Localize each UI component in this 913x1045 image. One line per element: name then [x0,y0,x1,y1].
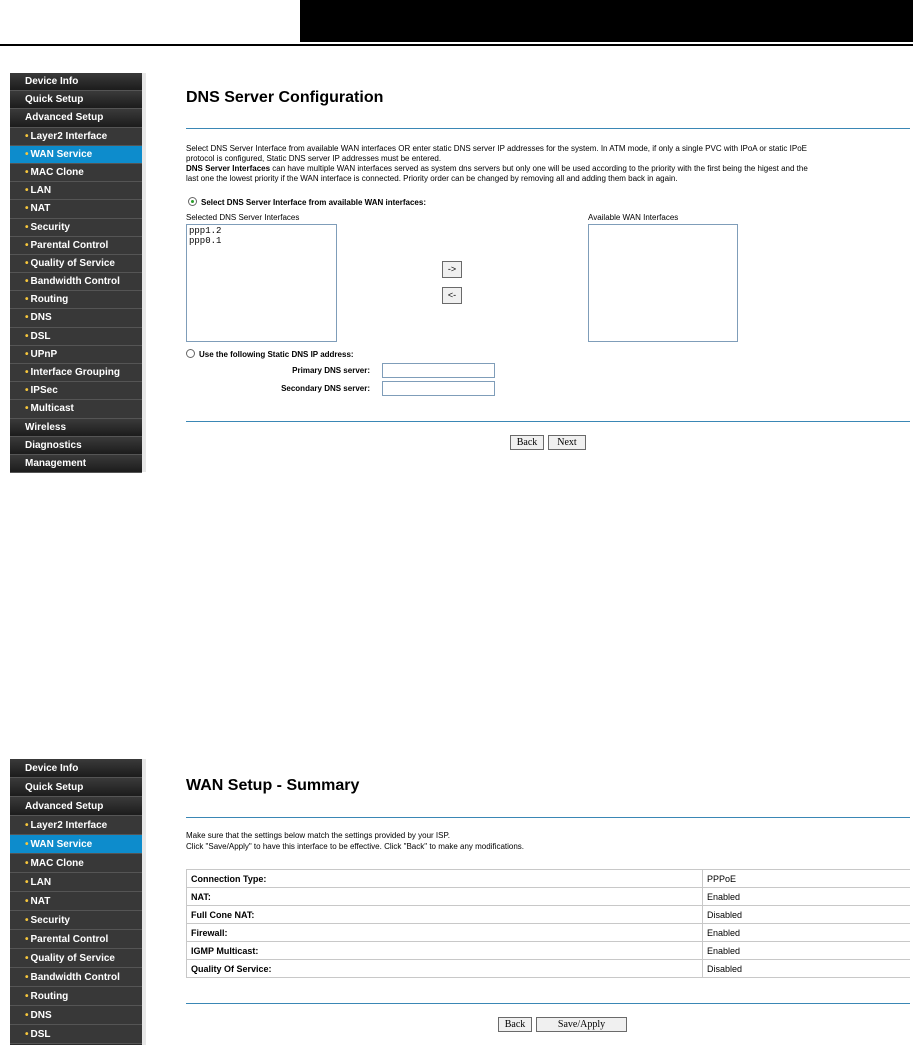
sidebar-item-multicast[interactable] [10,400,142,418]
summary-key: Full Cone NAT: [187,906,703,924]
bullet-icon: • [25,348,29,360]
bullet-icon: • [25,185,29,197]
bullet-icon: • [25,403,29,415]
sidebar-item-bandwidth-control[interactable] [10,968,142,987]
description-bold: DNS Server Interfaces [186,164,271,173]
sidebar-item-label: Interface Grouping [30,367,120,378]
title-divider [186,128,910,129]
radio-static-dns[interactable] [186,349,195,358]
dns-description [186,144,902,184]
sidebar-menu [10,759,142,1045]
description-line: Select DNS Server Interface from available WAN interfaces OR enter static DNS server IP addresses for the system. In ATM mode, if only a single PVC with IPoA or static IPoE [186,144,807,153]
summary-instruction-2: Click "Save/Apply" to have this interface to be effective. Click "Back" to make any modifications. [186,842,525,851]
radio-interface-selected[interactable] [188,197,197,206]
sidebar-item-lan[interactable] [10,182,142,200]
next-button[interactable]: Next [548,435,586,450]
summary-key: Firewall: [187,924,703,942]
sidebar-item-label: NAT [30,203,51,215]
sidebar-item-nat[interactable] [10,200,142,218]
bullet-icon: • [25,257,29,269]
sidebar-item-mac-clone[interactable] [10,854,142,873]
sidebar-item-ipsec[interactable] [10,382,142,400]
bullet-icon: • [25,312,29,324]
summary-key: IGMP Multicast: [187,942,703,960]
bullet-icon: • [25,972,29,983]
sidebar-item-label: WAN Service [30,839,93,850]
sidebar-item-label: Routing [30,991,69,1002]
table-row [187,888,911,906]
sidebar-item-wireless[interactable] [10,419,142,437]
sidebar-item-layer2-interface[interactable] [10,816,142,835]
selected-interfaces-label: Selected DNS Server Interfaces [186,213,300,222]
listbox-option[interactable]: ppp1.2 [189,226,222,236]
summary-value: Disabled [703,960,911,978]
sidebar-item-dns[interactable] [10,1006,142,1025]
bullet-icon: • [25,367,29,378]
bullet-icon: • [25,915,29,926]
sidebar-item-advanced-setup[interactable] [10,797,142,816]
bullet-icon: • [25,839,29,850]
sidebar-item-label: Security [30,915,70,926]
sidebar-item-security[interactable] [10,219,142,237]
page-title: WAN Setup - Summary [186,777,360,794]
sidebar-item-label: Advanced Setup [25,112,104,124]
description-line: can have multiple WAN interfaces served as system dns servers but only one will be used according to the priority with the first being the higest and the [270,164,808,173]
sidebar-item-label: Routing [30,294,69,306]
sidebar-item-label: DSL [30,1029,51,1040]
sidebar-item-bandwidth-control[interactable] [10,273,142,291]
radio-interface-label: Select DNS Server Interface from available WAN interfaces: [201,198,426,207]
sidebar-item-label: Device Info [25,76,79,87]
sidebar-item-label: Bandwidth Control [30,972,120,983]
sidebar-item-wan-service[interactable] [10,146,142,164]
sidebar-item-label: MAC Clone [30,858,84,869]
back-button[interactable]: Back [510,435,544,450]
sidebar-item-routing[interactable] [10,291,142,309]
sidebar-item-management[interactable] [10,455,142,473]
bullet-icon: • [25,203,29,215]
sidebar-item-label: Wireless [25,421,67,433]
page-title: DNS Server Configuration [186,89,384,106]
sidebar-menu [10,73,142,472]
sidebar-item-label: UPnP [30,348,58,360]
bullet-icon: • [25,1029,29,1040]
move-left-button[interactable]: <- [442,287,462,304]
sidebar-item-quality-of-service[interactable] [10,949,142,968]
table-row [187,870,911,888]
sidebar-item-interface-grouping[interactable] [10,364,142,382]
sidebar-item-label: MAC Clone [30,166,84,178]
summary-value: Enabled [703,924,911,942]
sidebar-item-label: Quick Setup [25,94,84,106]
sidebar-item-lan[interactable] [10,873,142,892]
sidebar-item-label: Quality of Service [30,257,115,269]
bullet-icon: • [25,294,29,306]
wan-summary-panel [142,759,910,1045]
sidebar-item-security[interactable] [10,911,142,930]
sidebar-item-diagnostics[interactable] [10,437,142,455]
title-divider [186,817,910,818]
sidebar-item-label: DSL [30,330,51,342]
sidebar-item-label: Diagnostics [25,439,82,451]
sidebar-item-label: DNS [30,312,52,324]
bullet-icon: • [25,130,29,142]
sidebar-item-label: Layer2 Interface [30,130,108,142]
move-right-button[interactable]: -> [442,261,462,278]
table-row [187,960,911,978]
summary-table [186,869,910,978]
save-apply-button[interactable]: Save/Apply [536,1017,627,1032]
radio-static-label: Use the following Static DNS IP address: [199,350,354,359]
sidebar-item-dsl[interactable] [10,328,142,346]
bullet-icon: • [25,1010,29,1021]
sidebar-item-device-info[interactable] [10,759,142,778]
selected-interfaces-listbox[interactable] [186,224,337,342]
available-interfaces-label: Available WAN Interfaces [588,213,679,222]
description-line: protocol is configured, Static DNS server IP addresses must be entered. [186,154,442,163]
sidebar-item-label: Security [30,221,70,233]
sidebar-item-label: LAN [30,185,52,197]
secondary-dns-input[interactable] [382,381,495,396]
static-option[interactable] [186,349,354,360]
available-interfaces-listbox[interactable] [588,224,738,342]
sidebar-item-label: Quality of Service [30,953,115,964]
sidebar-item-nat[interactable] [10,892,142,911]
sidebar-item-device-info[interactable] [10,73,142,91]
summary-value: Enabled [703,888,911,906]
bullet-icon: • [25,166,29,178]
sidebar-item-label: Quick Setup [25,782,84,793]
bullet-icon: • [25,934,29,945]
summary-key: Connection Type: [187,870,703,888]
sidebar-item-label: Management [25,457,87,469]
bullet-icon: • [25,330,29,342]
footer-divider [186,1003,910,1004]
sidebar-item-mac-clone[interactable] [10,164,142,182]
sidebar-item-quick-setup[interactable] [10,91,142,109]
back-button[interactable]: Back [498,1017,532,1032]
sidebar-item-parental-control[interactable] [10,237,142,255]
primary-dns-label: Primary DNS server: [292,366,370,375]
table-row [187,906,911,924]
bullet-icon: • [25,385,29,397]
bullet-icon: • [25,991,29,1002]
sidebar-item-parental-control[interactable] [10,930,142,949]
sidebar-item-routing[interactable] [10,987,142,1006]
bullet-icon: • [25,896,29,907]
bullet-icon: • [25,858,29,869]
sidebar-item-wan-service[interactable] [10,835,142,854]
bullet-icon: • [25,877,29,888]
sidebar-item-label: Parental Control [30,239,109,251]
sidebar-item-label: LAN [30,877,52,888]
summary-instruction-1: Make sure that the settings below match the settings provided by your ISP. [186,831,450,840]
summary-key: Quality Of Service: [187,960,703,978]
summary-key: NAT: [187,888,703,906]
sidebar-item-label: Bandwidth Control [30,276,120,288]
secondary-dns-label: Secondary DNS server: [281,384,370,393]
bullet-icon: • [25,239,29,251]
bullet-icon: • [25,953,29,964]
dns-config-panel [142,73,910,472]
primary-dns-input[interactable] [382,363,495,378]
document-header-rule [0,44,913,46]
sidebar-item-layer2-interface[interactable] [10,128,142,146]
wan-summary-screenshot [10,759,910,1045]
interface-option[interactable] [188,197,426,208]
sidebar-item-label: Layer2 Interface [30,820,108,831]
description-line: last one the lowest priority if the WAN interface is connected. Priority order can be changed by removing all and adding them back in again. [186,174,678,183]
sidebar-item-label: IPSec [30,385,58,397]
sidebar-item-label: DNS [30,1010,52,1021]
sidebar-item-label: Parental Control [30,934,109,945]
summary-value: Enabled [703,942,911,960]
bullet-icon: • [25,148,29,160]
footer-divider [186,421,910,422]
sidebar-item-quality-of-service[interactable] [10,255,142,273]
document-header-bar [300,0,913,42]
summary-value: Disabled [703,906,911,924]
sidebar-item-label: Advanced Setup [25,801,104,812]
table-row [187,942,911,960]
sidebar-item-label: NAT [30,896,51,907]
listbox-option[interactable]: ppp0.1 [189,236,222,246]
summary-value: PPPoE [703,870,911,888]
sidebar-item-label: Multicast [30,403,74,415]
sidebar-item-label: Device Info [25,763,79,774]
sidebar-item-upnp[interactable] [10,346,142,364]
sidebar-item-label: WAN Service [30,148,93,160]
dns-config-screenshot [10,73,910,472]
sidebar-item-dsl[interactable] [10,1025,142,1044]
sidebar-item-advanced-setup[interactable] [10,109,142,127]
sidebar-item-dns[interactable] [10,309,142,327]
sidebar-item-quick-setup[interactable] [10,778,142,797]
bullet-icon: • [25,820,29,831]
bullet-icon: • [25,276,29,288]
bullet-icon: • [25,221,29,233]
table-row [187,924,911,942]
